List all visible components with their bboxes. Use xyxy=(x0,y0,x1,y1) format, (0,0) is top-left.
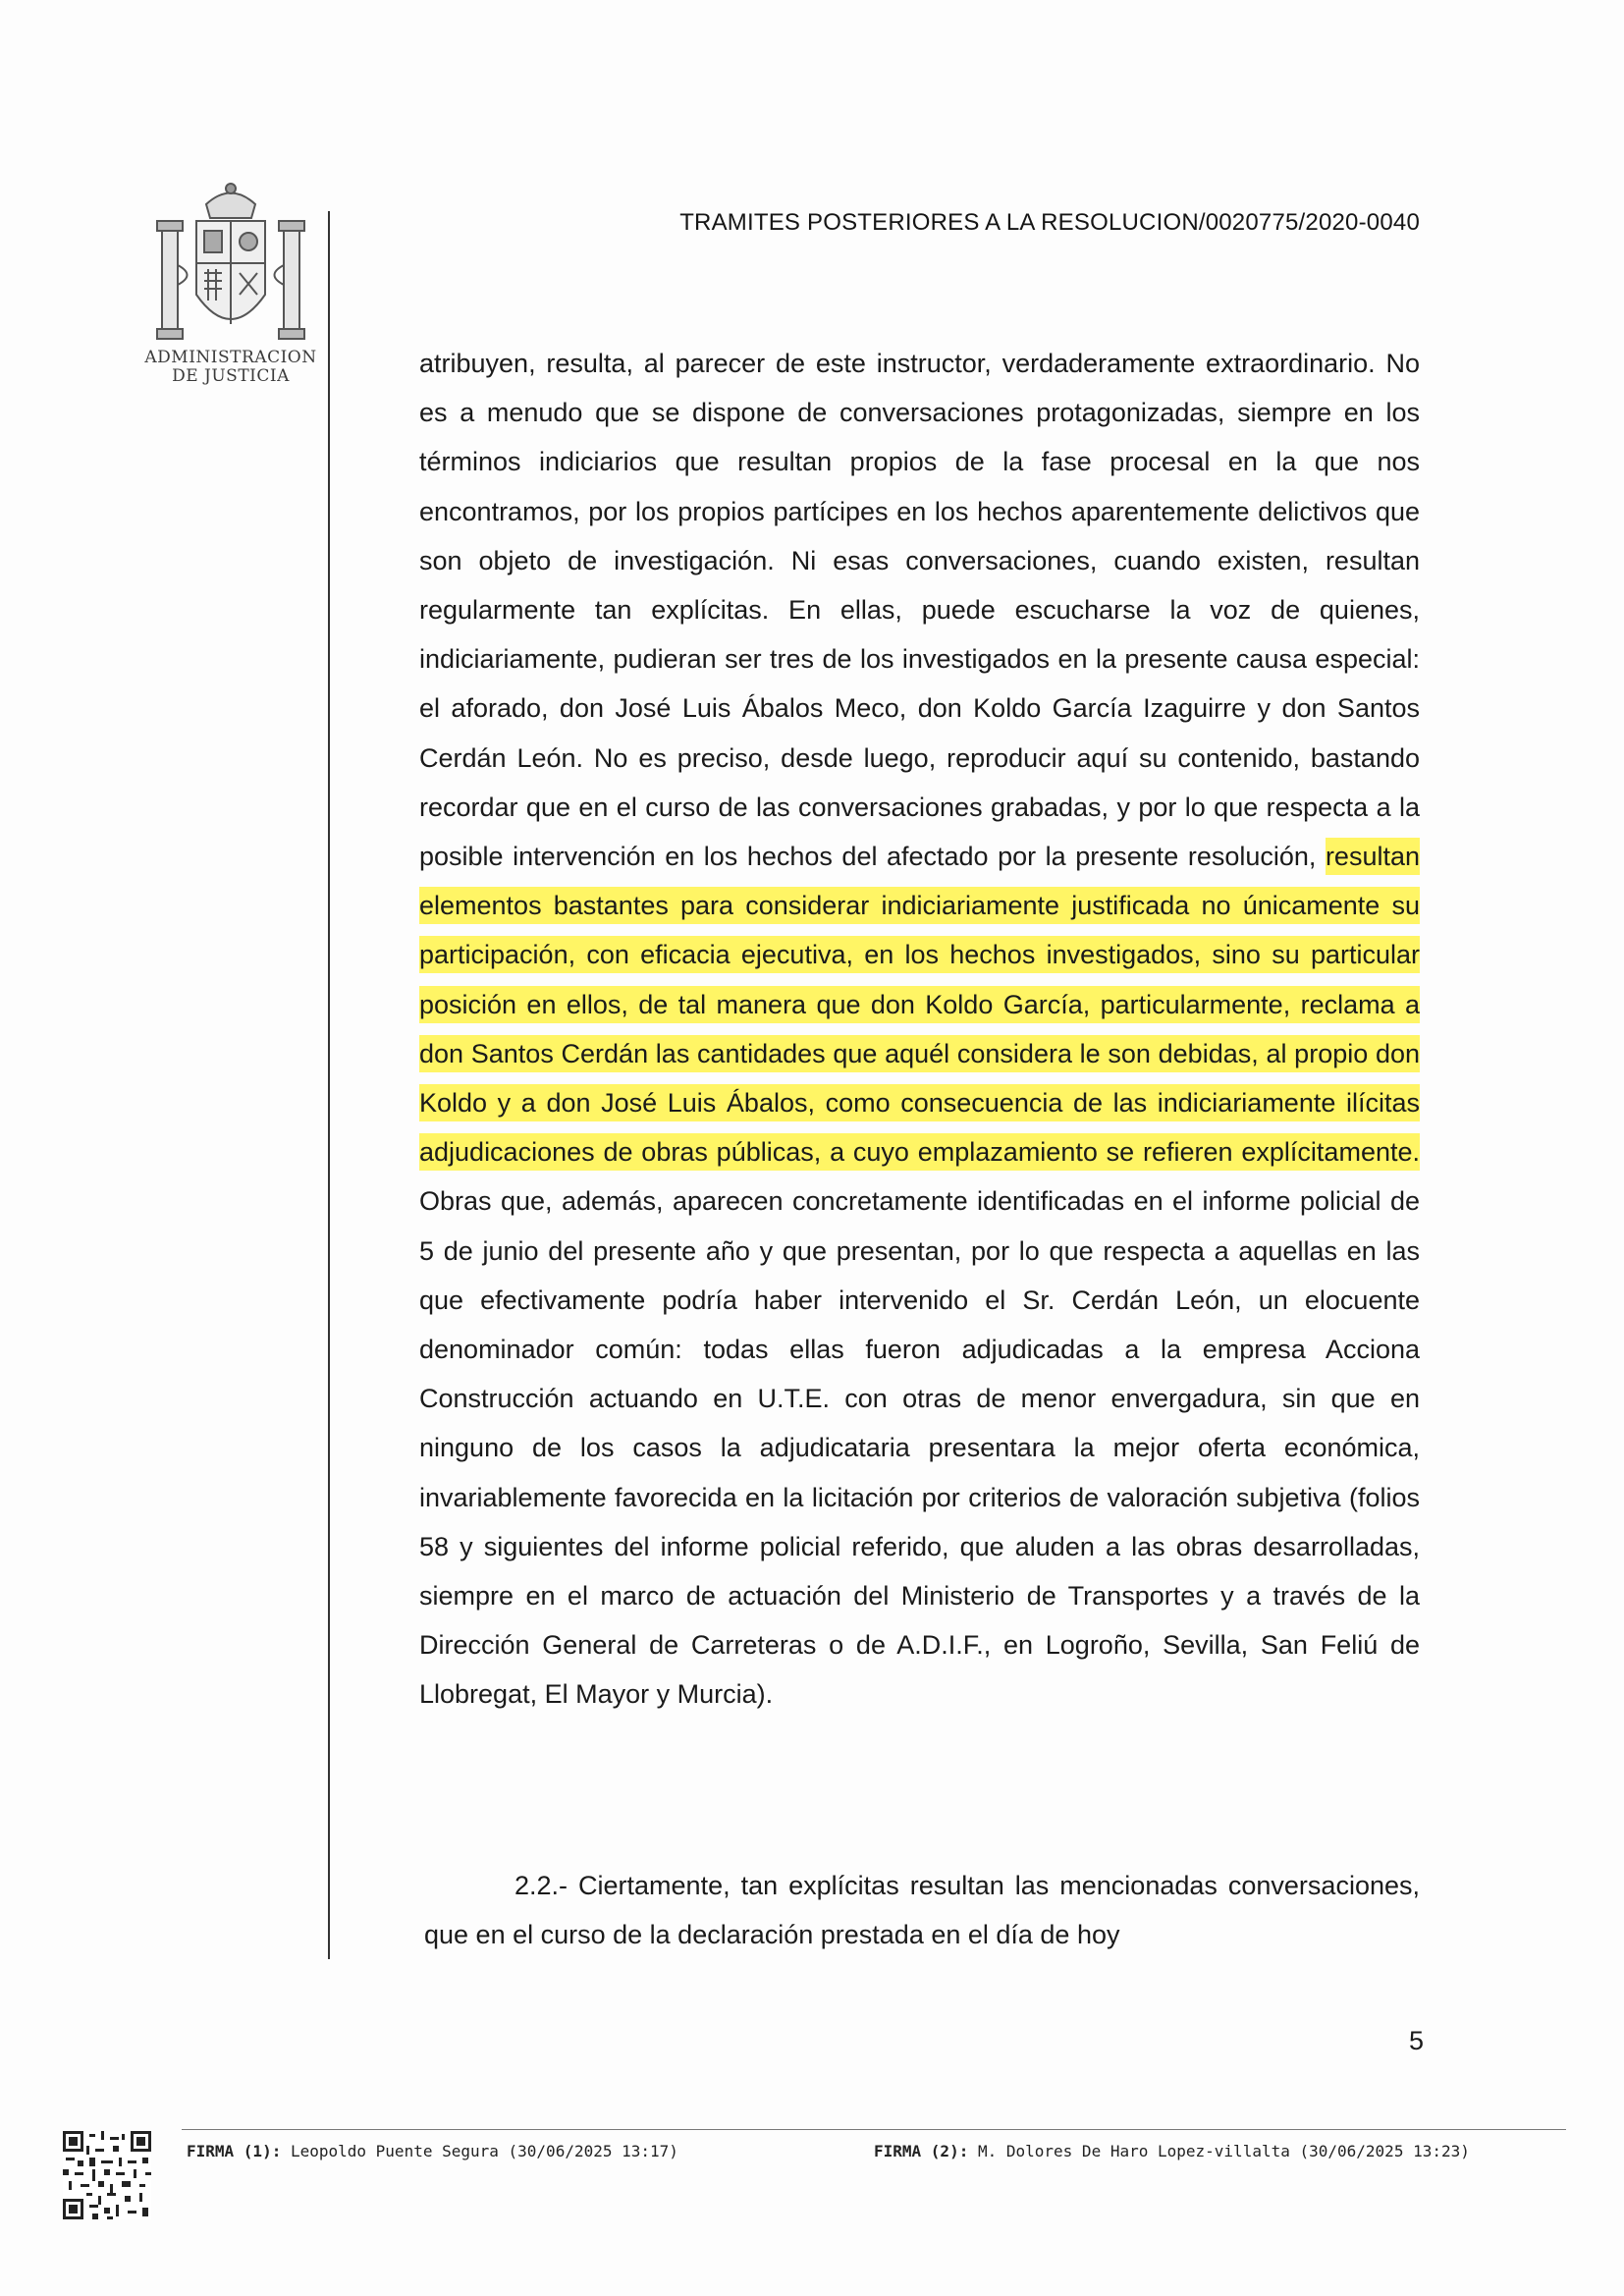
signature-2-label: FIRMA (2): xyxy=(874,2142,969,2160)
signature-1-label: FIRMA (1): xyxy=(187,2142,282,2160)
signature-2-value: M. Dolores De Haro Lopez-villalta (30/06/2025 13:23) xyxy=(977,2142,1470,2160)
margin-divider xyxy=(328,211,330,1959)
paragraph-1 xyxy=(419,339,1420,1720)
case-reference: TRAMITES POSTERIORES A LA RESOLUCION/0020775/2020-0040 xyxy=(679,209,1420,236)
institution-line-2: DE JUSTICIA xyxy=(172,366,290,386)
signature-2 xyxy=(874,2142,1470,2160)
paragraph-1-continuation: Obras que, además, aparecen concretamente identificadas en el informe policial de 5 de junio del presente año y que presentan, por lo que respecta a aquellas en las que efectivamente podría haber intervenido el Sr. Cerdán León, un elocuente denominador común: todas ellas fueron adjudicadas a la empresa Acciona Construcción actuando en U.T.E. con otras de menor envergadura, sin que en ninguno de los casos la adjudicataria presentara la mejor oferta económica, invariablemente favorecida en la licitación por criterios de valoración subjetiva (folios 58 y siguientes del informe policial referido, que aluden a las obras desarrolladas, siempre en el marco de actuación del Ministerio de Transportes y a través de la Dirección General de Carreteras o de A.D.I.F., en Logroño, Sevilla, San Feliú de Llobregat, El Mayor y Murcia). xyxy=(419,1186,1420,1710)
signature-1-value: Leopoldo Puente Segura (30/06/2025 13:17) xyxy=(290,2142,678,2160)
qr-code-icon xyxy=(63,2131,151,2219)
footer-divider xyxy=(182,2129,1566,2130)
paragraph-1-text: atribuyen, resulta, al parecer de este instructor, verdaderamente extraordinario. No es a menudo que se dispone de conversaciones protagonizadas, siempre en los términos indiciarios que resultan propios de la fase procesal en la que nos encontramos, por los propios partícipes en los hechos aparentemente delictivos que son objeto de investigación. Ni esas conversaciones, cuando existen, resultan regularmente tan explícitas. En ellas, puede escucharse la voz de quienes, indiciariamente, pudieran ser tres de los investigados en la presente causa especial: el aforado, don José Luis Ábalos Meco, don Koldo García Izaguirre y don Santos Cerdán León. No es preciso, desde luego, reproducir aquí su contenido, bastando recordar que en el curso de las conversaciones grabadas, y por lo que respecta a la posible intervención en los hechos del afectado por la presente resolución, xyxy=(419,349,1420,872)
institution-line-1: ADMINISTRACION xyxy=(144,348,317,367)
coat-of-arms-icon xyxy=(147,177,314,354)
paragraph-2: 2.2.- Ciertamente, tan explícitas resultan las mencionadas conversaciones, que en el curso de la declaración prestada en el día de hoy xyxy=(424,1871,1420,1950)
institution-label xyxy=(137,349,324,386)
page-number: 5 xyxy=(1408,2026,1424,2055)
signature-1 xyxy=(187,2142,678,2160)
highlighted-passage: resultan elementos bastantes para considerar indiciariamente justificada no únicamente su participación, con eficacia ejecutiva, en los hechos investigados, sino su particular posición en ellos, de tal manera que don Koldo García, particularmente, reclama a don Santos Cerdán las cantidades que aquél considera le son debidas, al propio don Koldo y a don José Luis Ábalos, como consecuencia de las indiciariamente ilícitas adjudicaciones de obras públicas, a cuyo emplazamiento se refieren explícitamente. xyxy=(419,838,1420,1171)
